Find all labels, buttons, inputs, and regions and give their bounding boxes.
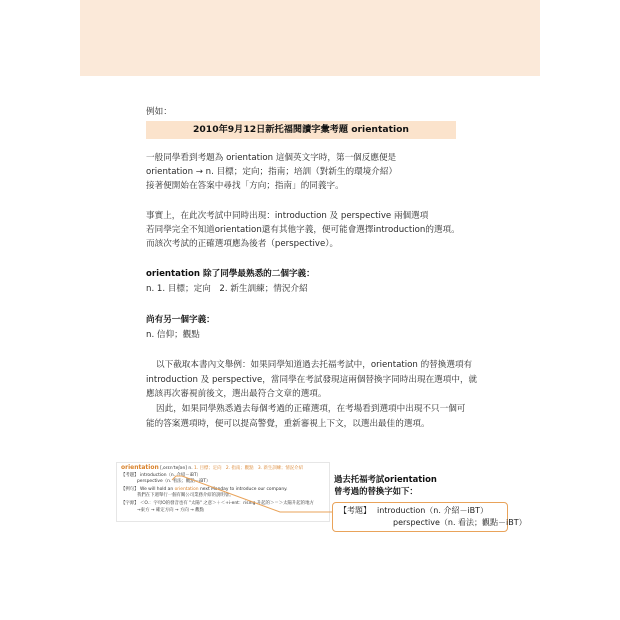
- para2-line1: 事實上，在此次考試中同時出現：introduction 及 perspective 兩個選項: [146, 211, 429, 221]
- dict-entry-header: [121, 465, 303, 472]
- section2-heading: 尚有另一個字義：: [146, 315, 215, 325]
- dict-example-word: orientation: [174, 487, 199, 492]
- callout-title-line2: 曾考過的替換字如下：: [334, 486, 418, 496]
- para2-line2: 若同學完全不知道orientation還有其他字義，便可能會選擇introduction的選項。: [146, 225, 460, 235]
- dict-example-label: 【例句】: [121, 487, 139, 492]
- dictionary-excerpt: [116, 462, 330, 522]
- para3-line3: 應該再次審視前後文，選出最符合文章的選項。: [146, 389, 327, 399]
- section1-heading: orientation 除了同學最熟悉的二個字義：: [146, 269, 315, 279]
- answer-box: [332, 502, 527, 532]
- dict-exam-option1: introduction（n. 介紹－iBT）: [139, 473, 201, 478]
- dict-exam-label: 【考題】: [121, 473, 139, 478]
- para1-line2: orientation → n. 目標；定向；指南；培訓（對新生的環境介紹）: [146, 167, 398, 177]
- dict-root-line2: →東方 → 確定方向 → 方向 → 觀點: [137, 508, 204, 513]
- dict-pos: n.: [188, 466, 193, 471]
- dict-root-text: ＜O.：字母O的發音也有 "太陽" 之意＞＋＜+i-ent：rising 升起的＞＝＞太陽升起的地方: [139, 501, 314, 506]
- dict-headword: orientation: [121, 464, 159, 471]
- para2-line3: 而該次考試的正確選項應為後者（perspective）。: [146, 239, 339, 249]
- para3-line2: introduction 及 perspective，當同學在考試發現這兩個替換字同時出現在選項中，就: [146, 375, 478, 385]
- section1-line: n. 1. 目標；定向 2. 新生訓練；情況介紹: [146, 284, 308, 294]
- para4-line1: 因此，如果同學熟悉過去每個考過的正確選項，在考場看到選項中出現不只一個可: [156, 404, 466, 414]
- answer-option2: perspective（n. 看法；觀點－iBT）: [393, 518, 527, 527]
- callout-title: [334, 473, 437, 497]
- dict-phonetic: [ˌorɛnˈteʃən]: [160, 466, 187, 471]
- answer-label: 【考題】: [339, 506, 371, 515]
- para1-line1: 一般同學看到考題為 orientation 這個英文字時，第一個反應便是: [146, 153, 397, 163]
- para4-line2: 能的答案選項時，便可以提高警覺，重新審視上下文，以選出最佳的選項。: [146, 419, 430, 429]
- section2-line: n. 信仰；觀點: [146, 330, 200, 340]
- dict-example-pre: We will hold an: [139, 487, 175, 492]
- example-label: 例如：: [146, 107, 172, 117]
- para1-line3: 接著便開始在答案中尋找「方向；指南」的同義字。: [146, 181, 344, 191]
- answer-option1: introduction（n. 介紹－iBT）: [377, 506, 489, 515]
- top-color-band: [80, 0, 540, 76]
- dict-exam-option2: perspective（n. 看法；觀點－iBT）: [137, 479, 211, 484]
- dict-root-line: [121, 501, 314, 507]
- dict-senses: 1. 目標；定向 2. 指南；觀點 3. 新生訓練；情況介紹: [194, 466, 303, 471]
- callout-title-line1: 過去托福考試orientation: [334, 474, 437, 484]
- dict-example-zh: 我們在下週舉行一個有關公司業務介紹的說明會。: [137, 493, 234, 498]
- para3-line1: 以下截取本書內文舉例：如果同學知道過去托福考試中，orientation 的替換選項有: [156, 360, 473, 370]
- dict-example-post: next Monday to introduce our company.: [198, 487, 288, 492]
- page-title: 2010年9月12日新托福閱讀字彙考題 orientation: [146, 121, 456, 139]
- dict-root-label: 【字源】: [121, 501, 139, 506]
